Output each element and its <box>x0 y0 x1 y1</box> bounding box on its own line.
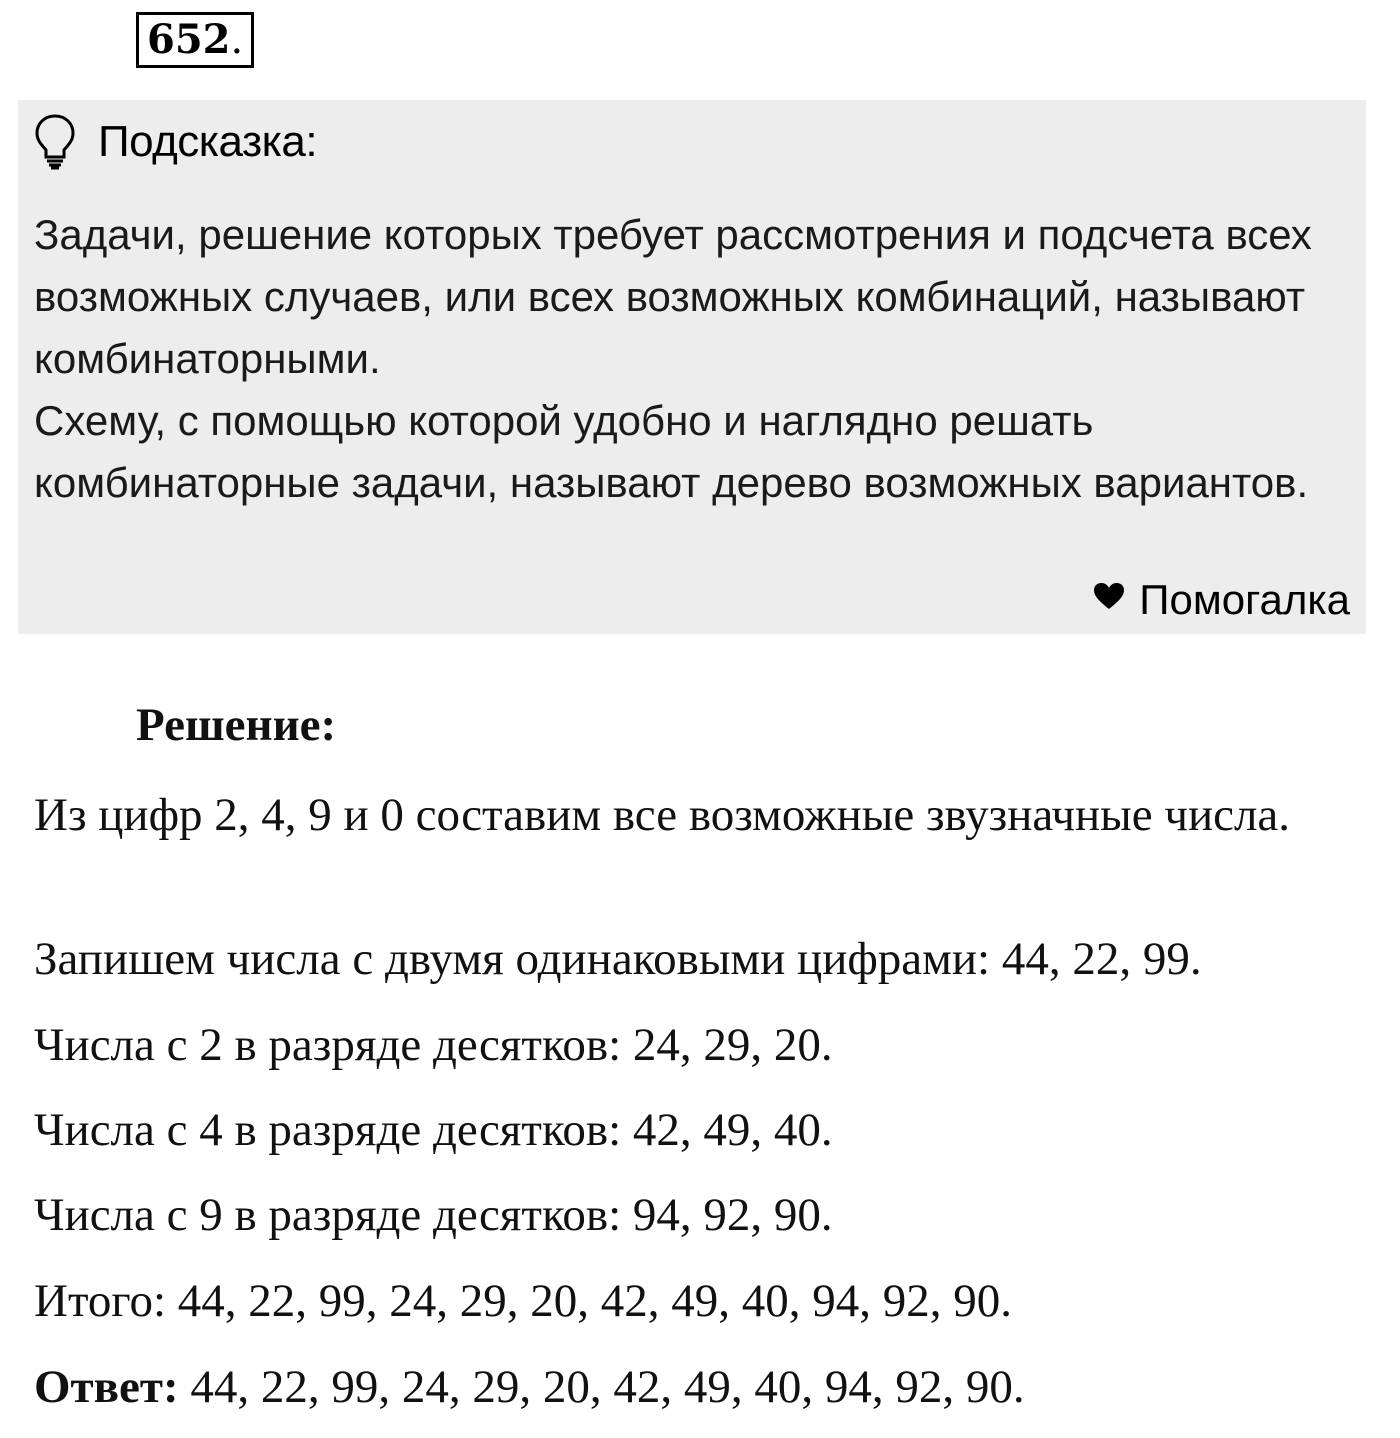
hint-box <box>18 100 1366 634</box>
solution-line: Числа с 4 в разряде десятков: 42, 49, 40. <box>34 1104 833 1156</box>
solution-line: Числа с 2 в разряде десятков: 24, 29, 20. <box>34 1019 833 1071</box>
task-number-box <box>136 12 254 68</box>
hint-text <box>34 204 1344 514</box>
heart-icon <box>1093 582 1125 610</box>
credit <box>1093 576 1350 624</box>
solution-line: Итого: 44, 22, 99, 24, 29, 20, 42, 49, 40, 94, 92, 90. <box>34 1275 1013 1327</box>
solution-intro: Из цифр 2, 4, 9 и 0 составим все возможные звузначные числа. <box>34 789 1291 841</box>
solution-line: Числа с 9 в разряде десятков: 94, 92, 90. <box>34 1189 833 1241</box>
lightbulb-icon <box>34 113 76 171</box>
answer-label: Ответ: <box>34 1361 179 1413</box>
answer-value: 44, 22, 99, 24, 29, 20, 42, 49, 40, 94, 92, 90. <box>178 1361 1025 1413</box>
hint-paragraph: Схему, с помощью которой удобно и наглядно решать комбинаторные задачи, называют дерево возможных вариантов. <box>34 397 1309 506</box>
answer-line <box>34 1360 1025 1414</box>
solution-title: Решение: <box>136 699 337 751</box>
hint-title: Подсказка: <box>98 117 318 166</box>
task-number: 652 <box>147 16 231 63</box>
hint-paragraph: Задачи, решение которых требует рассмотрения и подсчета всех возможных случаев, или всех возможных комбинаций, называют комбинаторными. <box>34 211 1312 382</box>
credit-label: Помогалка <box>1139 576 1350 623</box>
task-number-dot: . <box>230 17 244 63</box>
solution-line: Запишем числа с двумя одинаковыми цифрами: 44, 22, 99. <box>34 933 1202 985</box>
hint-header <box>34 110 317 174</box>
